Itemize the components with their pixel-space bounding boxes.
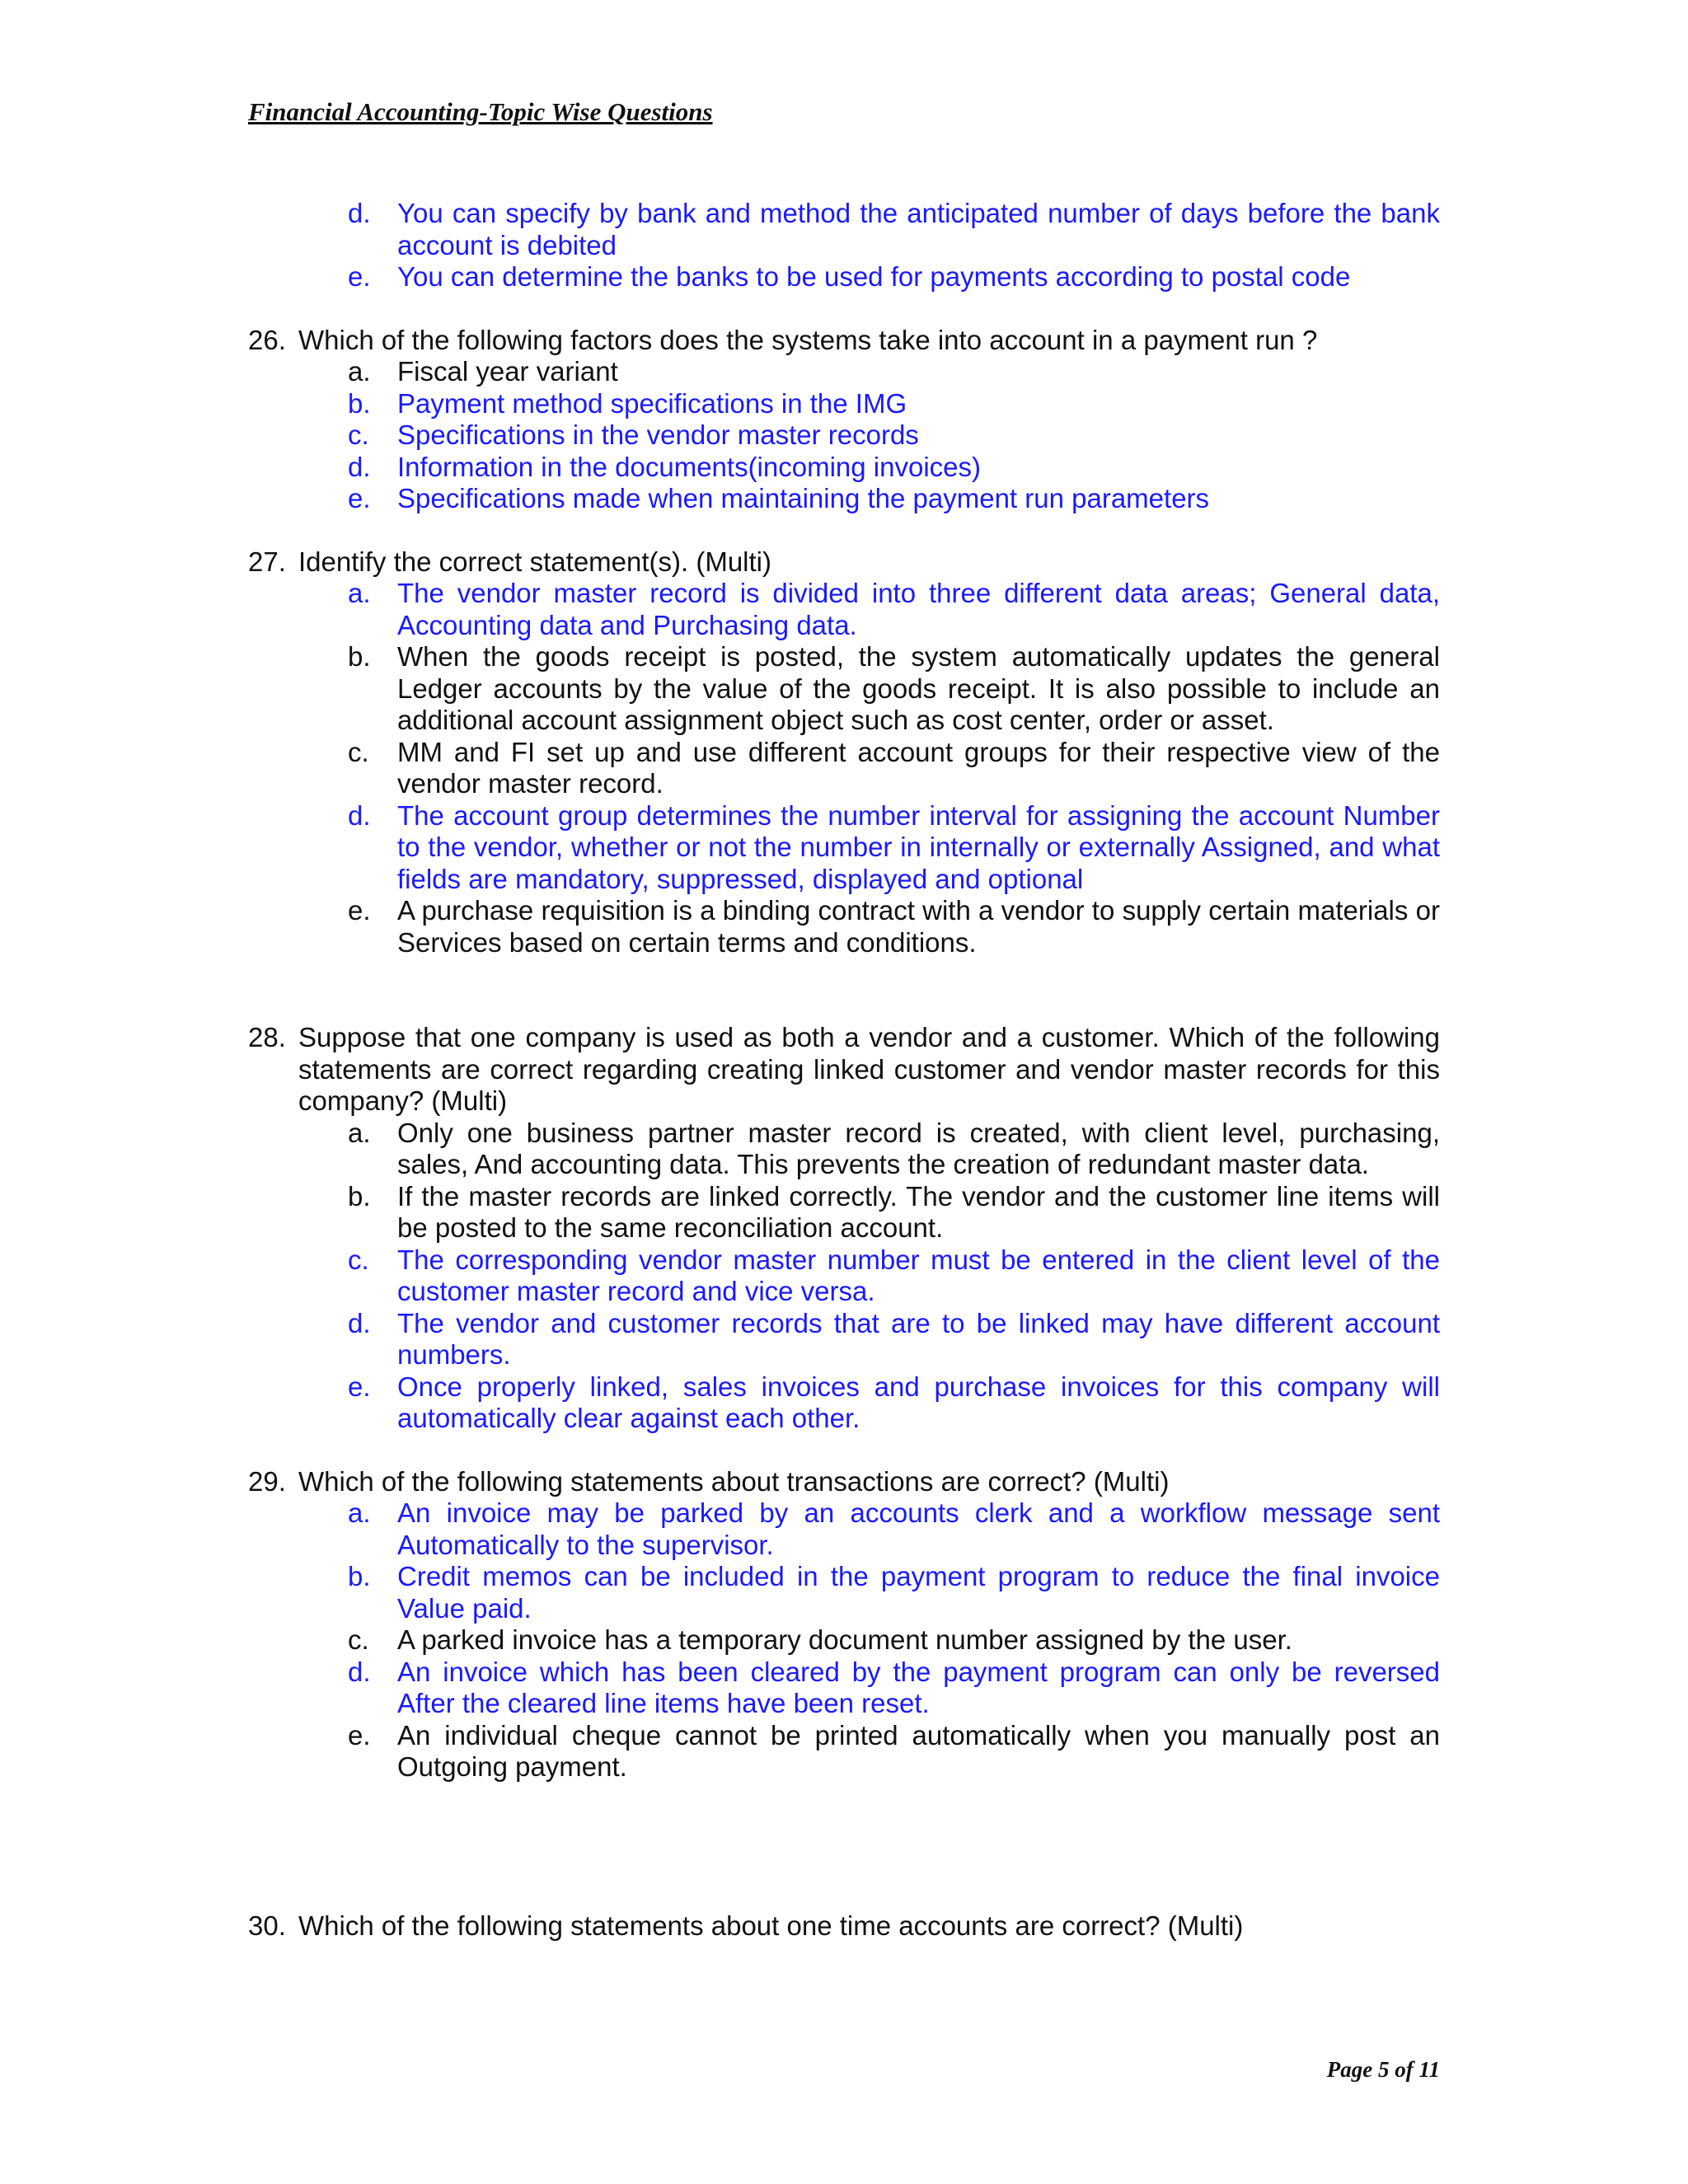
option-letter: c.	[348, 419, 369, 450]
option-text: You can specify by bank and method the anticipated number of days before the bank account is debited	[397, 198, 1440, 260]
option-item	[348, 641, 1440, 737]
question-number: 26.	[248, 324, 286, 355]
option-item	[348, 419, 1440, 452]
option-letter: d.	[348, 799, 371, 831]
page-number: Page 5 of 11	[1326, 2057, 1440, 2082]
option-letter: e.	[348, 1719, 371, 1750]
option-text: If the master records are linked correctly. The vendor and the customer line items will be posted to the same reconciliation account.	[397, 1180, 1440, 1243]
option-letter: d.	[348, 1307, 371, 1338]
option-item	[348, 452, 1440, 484]
option-text: Credit memos can be included in the payment program to reduce the final invoice Value paid.	[397, 1561, 1440, 1624]
question-options	[248, 1118, 1440, 1435]
option-item	[348, 1624, 1440, 1657]
option-item	[348, 578, 1440, 641]
question-text: Which of the following factors does the systems take into account in a payment run ?	[298, 324, 1318, 355]
option-text: Specifications in the vendor master records	[397, 419, 919, 450]
option-text: Information in the documents(incoming invoices)	[397, 451, 982, 482]
option-text: Once properly linked, sales invoices and purchase invoices for this company will automatically clear against each other.	[397, 1371, 1440, 1433]
option-item	[348, 1371, 1440, 1435]
option-item	[348, 1657, 1440, 1720]
option-text: When the goods receipt is posted, the system automatically updates the general Ledger accounts by the value of the goods receipt. It is also possible to include an additional account assignment object such as cost center, order or asset.	[397, 641, 1440, 735]
option-letter: e.	[348, 483, 371, 513]
option-item	[348, 1561, 1440, 1624]
option-item	[348, 1308, 1440, 1371]
option-item	[348, 483, 1440, 515]
option-letter: c.	[348, 1624, 369, 1655]
option-letter: c.	[348, 736, 369, 767]
question-26	[248, 325, 1440, 515]
question-options	[248, 356, 1440, 515]
option-text: An individual cheque cannot be printed automatically when you manually post an Outgoing payment.	[397, 1719, 1440, 1782]
option-text: A parked invoice has a temporary document number assigned by the user.	[397, 1624, 1292, 1655]
option-item	[348, 1181, 1440, 1244]
option-text: The vendor master record is divided into three different data areas; General data, Accounting data and Purchasing data.	[397, 578, 1440, 640]
option-item	[348, 388, 1440, 420]
option-item	[348, 895, 1440, 958]
option-text: A purchase requisition is a binding contract with a vendor to supply certain materials or Services based on certain terms and conditions.	[397, 895, 1440, 958]
question-text: Which of the following statements about one time accounts are correct? (Multi)	[298, 1910, 1244, 1941]
question-30	[248, 1910, 1440, 1943]
option-letter: d.	[348, 198, 371, 228]
option-letter: b.	[348, 1180, 371, 1212]
question-number: 27.	[248, 546, 286, 577]
question-27	[248, 546, 1440, 959]
option-letter: e.	[348, 895, 371, 926]
option-text: Only one business partner master record is created, with client level, purchasing, sales, And accounting data. This prevents the creation of redundant master data.	[397, 1117, 1440, 1179]
question-text: Which of the following statements about transactions are correct? (Multi)	[298, 1465, 1170, 1497]
option-letter: a.	[348, 578, 371, 608]
option-text: The corresponding vendor master number must be entered in the client level of the customer master record and vice versa.	[397, 1244, 1440, 1306]
question-29	[248, 1466, 1440, 1783]
option-item	[348, 1497, 1440, 1561]
option-text: An invoice may be parked by an accounts clerk and a workflow message sent Automatically to the supervisor.	[397, 1497, 1440, 1560]
option-text: The account group determines the number interval for assigning the account Number to the vendor, whether or not the number in internally or externally Assigned, and what fields are mandatory, suppressed, displayed and optional	[397, 799, 1440, 894]
option-letter: a.	[348, 1117, 371, 1148]
question-text: Suppose that one company is used as both a vendor and a customer. Which of the following statements are correct regarding creating linked customer and vendor master records for this company? (Multi)	[298, 1022, 1440, 1116]
question-text: Identify the correct statement(s). (Multi)	[298, 546, 772, 577]
option-letter: d.	[348, 1656, 371, 1687]
option-letter: b.	[348, 1561, 371, 1591]
option-item	[348, 356, 1440, 388]
option-text: Payment method specifications in the IMG	[397, 387, 907, 419]
page-header-title: Financial Accounting-Topic Wise Questions	[248, 97, 713, 126]
question-28	[248, 1022, 1440, 1435]
option-letter: e.	[348, 261, 371, 292]
question-number: 30.	[248, 1910, 286, 1941]
option-letter: b.	[348, 387, 371, 419]
option-item	[348, 737, 1440, 800]
option-item	[348, 1118, 1440, 1181]
option-letter: c.	[348, 1244, 369, 1275]
option-item	[348, 198, 1440, 261]
option-letter: a.	[348, 356, 371, 387]
option-text: Specifications made when maintaining the payment run parameters	[397, 483, 1210, 513]
option-text: The vendor and customer records that are to be linked may have different account numbers.	[397, 1307, 1440, 1370]
continued-options	[248, 198, 1440, 293]
question-number: 28.	[248, 1022, 286, 1052]
option-letter: b.	[348, 641, 371, 672]
option-text: Fiscal year variant	[397, 356, 618, 387]
option-item	[348, 1720, 1440, 1783]
option-text: An invoice which has been cleared by the payment program can only be reversed After the cleared line items have been reset.	[397, 1656, 1440, 1718]
question-options	[248, 1497, 1440, 1783]
option-item	[348, 1244, 1440, 1308]
option-letter: d.	[348, 451, 371, 482]
option-item	[348, 800, 1440, 896]
option-text: MM and FI set up and use different account groups for their respective view of the vendor master record.	[397, 736, 1440, 799]
option-letter: a.	[348, 1497, 371, 1528]
option-letter: e.	[348, 1371, 371, 1402]
document-body	[248, 198, 1440, 1942]
option-item	[348, 261, 1440, 293]
option-text: You can determine the banks to be used for payments according to postal code	[397, 261, 1351, 292]
question-number: 29.	[248, 1465, 286, 1497]
question-options	[248, 578, 1440, 958]
